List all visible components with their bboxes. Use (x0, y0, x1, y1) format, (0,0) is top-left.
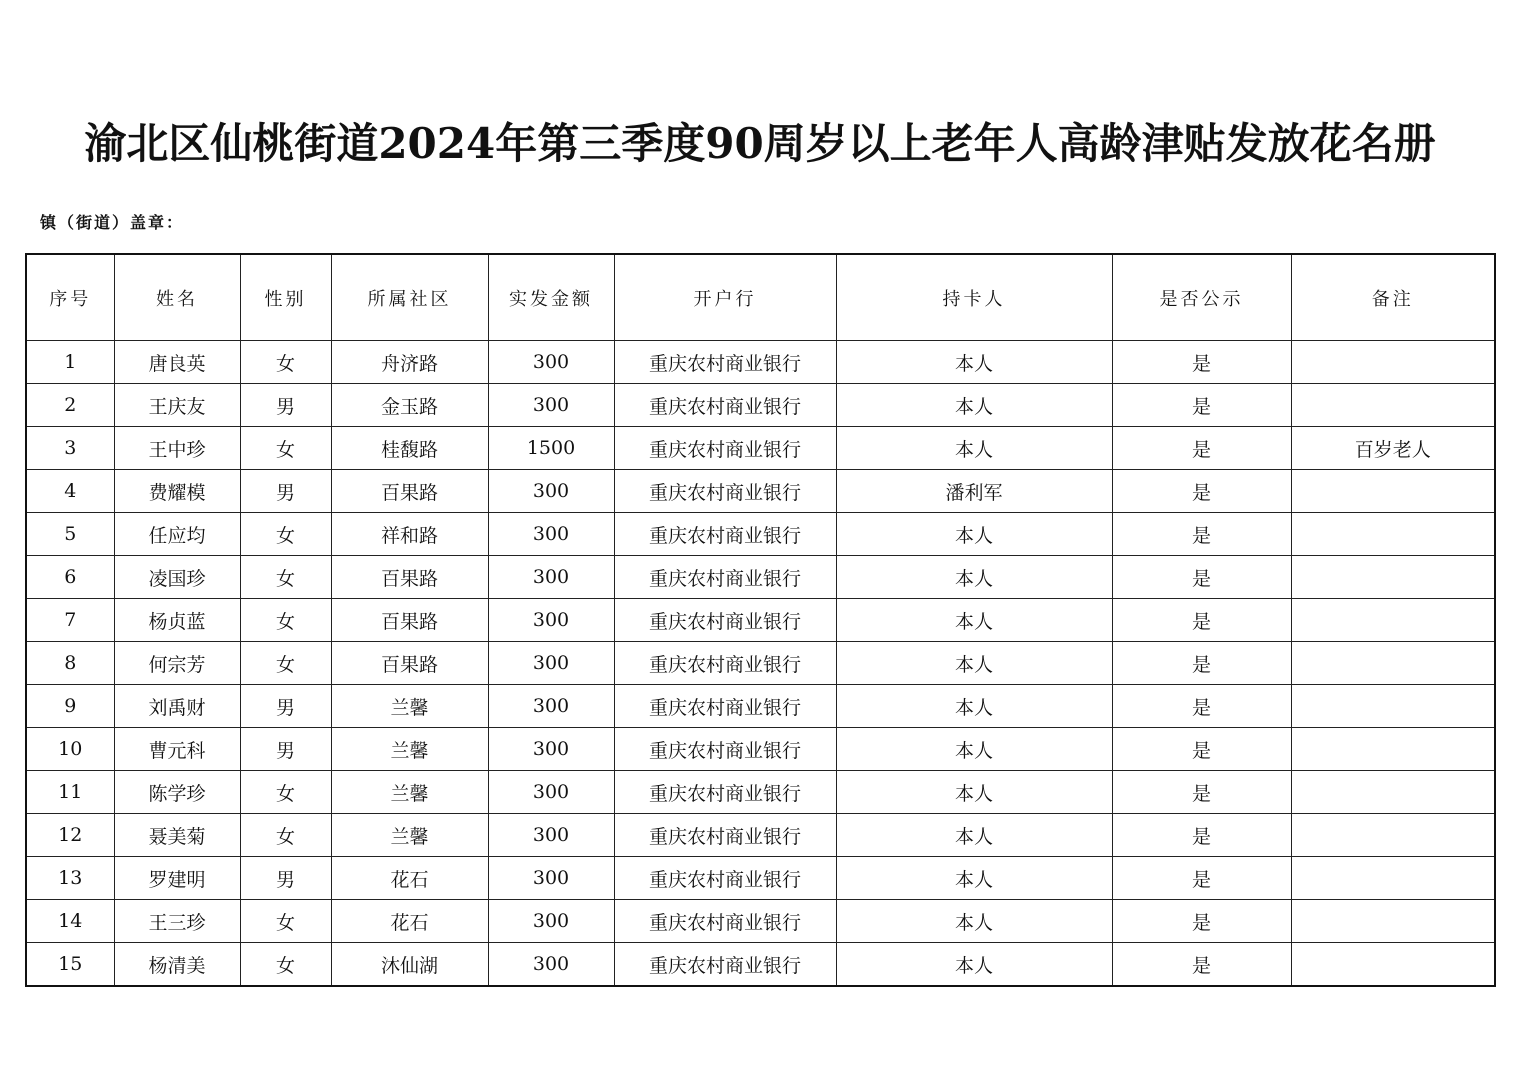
cell-amount: 300 (488, 599, 614, 642)
cell-bank: 重庆农村商业银行 (614, 728, 836, 771)
cell-cardholder: 本人 (836, 900, 1112, 943)
cell-cardholder: 本人 (836, 513, 1112, 556)
cell-community: 祥和路 (331, 513, 488, 556)
cell-gender: 男 (240, 857, 331, 900)
cell-remarks (1291, 384, 1495, 427)
cell-bank: 重庆农村商业银行 (614, 642, 836, 685)
cell-publicized: 是 (1112, 384, 1291, 427)
cell-name: 王庆友 (114, 384, 240, 427)
cell-community: 舟济路 (331, 341, 488, 384)
cell-community: 兰馨 (331, 685, 488, 728)
cell-index: 4 (26, 470, 114, 513)
cell-cardholder: 本人 (836, 642, 1112, 685)
cell-remarks (1291, 943, 1495, 987)
col-header-name: 姓名 (114, 254, 240, 341)
cell-publicized: 是 (1112, 556, 1291, 599)
cell-gender: 女 (240, 771, 331, 814)
cell-publicized: 是 (1112, 943, 1291, 987)
cell-index: 14 (26, 900, 114, 943)
cell-gender: 男 (240, 384, 331, 427)
col-header-amount: 实发金额 (488, 254, 614, 341)
cell-gender: 男 (240, 470, 331, 513)
cell-index: 11 (26, 771, 114, 814)
cell-bank: 重庆农村商业银行 (614, 513, 836, 556)
cell-community: 花石 (331, 900, 488, 943)
cell-index: 10 (26, 728, 114, 771)
cell-index: 15 (26, 943, 114, 987)
table-row (26, 513, 1495, 556)
cell-amount: 300 (488, 857, 614, 900)
cell-cardholder: 本人 (836, 384, 1112, 427)
cell-index: 7 (26, 599, 114, 642)
cell-remarks (1291, 857, 1495, 900)
table-row (26, 685, 1495, 728)
cell-amount: 300 (488, 556, 614, 599)
cell-index: 13 (26, 857, 114, 900)
cell-community: 兰馨 (331, 728, 488, 771)
col-header-community: 所属社区 (331, 254, 488, 341)
cell-bank: 重庆农村商业银行 (614, 556, 836, 599)
cell-amount: 300 (488, 728, 614, 771)
cell-index: 9 (26, 685, 114, 728)
cell-amount: 300 (488, 900, 614, 943)
table-row (26, 341, 1495, 384)
cell-cardholder: 本人 (836, 814, 1112, 857)
cell-bank: 重庆农村商业银行 (614, 384, 836, 427)
cell-remarks (1291, 599, 1495, 642)
cell-publicized: 是 (1112, 814, 1291, 857)
col-header-gender: 性别 (240, 254, 331, 341)
cell-amount: 300 (488, 341, 614, 384)
cell-cardholder: 本人 (836, 857, 1112, 900)
col-header-cardholder: 持卡人 (836, 254, 1112, 341)
cell-bank: 重庆农村商业银行 (614, 470, 836, 513)
cell-cardholder: 本人 (836, 771, 1112, 814)
cell-cardholder: 本人 (836, 728, 1112, 771)
cell-cardholder: 本人 (836, 341, 1112, 384)
table-row (26, 642, 1495, 685)
cell-name: 陈学珍 (114, 771, 240, 814)
cell-publicized: 是 (1112, 599, 1291, 642)
cell-index: 3 (26, 427, 114, 470)
cell-community: 沐仙湖 (331, 943, 488, 987)
cell-publicized: 是 (1112, 857, 1291, 900)
table-row (26, 556, 1495, 599)
table-row (26, 728, 1495, 771)
cell-bank: 重庆农村商业银行 (614, 771, 836, 814)
cell-amount: 300 (488, 513, 614, 556)
cell-remarks (1291, 341, 1495, 384)
cell-name: 费耀模 (114, 470, 240, 513)
cell-community: 花石 (331, 857, 488, 900)
col-header-remarks: 备注 (1291, 254, 1495, 341)
col-header-bank: 开户行 (614, 254, 836, 341)
cell-publicized: 是 (1112, 685, 1291, 728)
cell-bank: 重庆农村商业银行 (614, 814, 836, 857)
cell-community: 百果路 (331, 642, 488, 685)
table-row (26, 900, 1495, 943)
cell-bank: 重庆农村商业银行 (614, 685, 836, 728)
cell-gender: 女 (240, 943, 331, 987)
cell-name: 凌国珍 (114, 556, 240, 599)
cell-amount: 300 (488, 814, 614, 857)
cell-name: 何宗芳 (114, 642, 240, 685)
cell-remarks (1291, 728, 1495, 771)
table-row (26, 599, 1495, 642)
table-row (26, 427, 1495, 470)
cell-community: 兰馨 (331, 771, 488, 814)
cell-index: 8 (26, 642, 114, 685)
cell-community: 桂馥路 (331, 427, 488, 470)
cell-amount: 300 (488, 384, 614, 427)
cell-index: 6 (26, 556, 114, 599)
cell-gender: 女 (240, 513, 331, 556)
cell-publicized: 是 (1112, 513, 1291, 556)
cell-bank: 重庆农村商业银行 (614, 900, 836, 943)
cell-community: 金玉路 (331, 384, 488, 427)
cell-gender: 女 (240, 427, 331, 470)
document-title: 渝北区仙桃街道2024年第三季度90周岁以上老年人高龄津贴发放花名册 (84, 119, 1436, 168)
cell-amount: 300 (488, 642, 614, 685)
cell-gender: 女 (240, 900, 331, 943)
cell-index: 2 (26, 384, 114, 427)
cell-remarks (1291, 771, 1495, 814)
cell-remarks (1291, 685, 1495, 728)
table-row (26, 857, 1495, 900)
cell-publicized: 是 (1112, 427, 1291, 470)
cell-gender: 男 (240, 728, 331, 771)
cell-name: 刘禹财 (114, 685, 240, 728)
cell-name: 聂美菊 (114, 814, 240, 857)
table-row (26, 384, 1495, 427)
cell-publicized: 是 (1112, 470, 1291, 513)
cell-cardholder: 本人 (836, 599, 1112, 642)
cell-bank: 重庆农村商业银行 (614, 341, 836, 384)
cell-remarks: 百岁老人 (1291, 427, 1495, 470)
cell-remarks (1291, 470, 1495, 513)
col-header-index: 序号 (26, 254, 114, 341)
cell-gender: 女 (240, 814, 331, 857)
cell-publicized: 是 (1112, 771, 1291, 814)
cell-cardholder: 本人 (836, 556, 1112, 599)
cell-community: 百果路 (331, 599, 488, 642)
cell-name: 王中珍 (114, 427, 240, 470)
subsidy-roster-table (25, 253, 1496, 987)
cell-name: 杨清美 (114, 943, 240, 987)
cell-name: 任应均 (114, 513, 240, 556)
cell-name: 曹元科 (114, 728, 240, 771)
cell-amount: 300 (488, 943, 614, 987)
table-row (26, 814, 1495, 857)
cell-community: 百果路 (331, 556, 488, 599)
cell-cardholder: 本人 (836, 943, 1112, 987)
cell-publicized: 是 (1112, 900, 1291, 943)
cell-remarks (1291, 814, 1495, 857)
cell-bank: 重庆农村商业银行 (614, 427, 836, 470)
cell-publicized: 是 (1112, 642, 1291, 685)
cell-amount: 300 (488, 771, 614, 814)
cell-gender: 女 (240, 599, 331, 642)
cell-gender: 男 (240, 685, 331, 728)
cell-name: 罗建明 (114, 857, 240, 900)
table-row (26, 943, 1495, 987)
cell-name: 杨贞蓝 (114, 599, 240, 642)
cell-index: 12 (26, 814, 114, 857)
cell-remarks (1291, 642, 1495, 685)
cell-name: 唐良英 (114, 341, 240, 384)
col-header-publicized: 是否公示 (1112, 254, 1291, 341)
cell-remarks (1291, 900, 1495, 943)
cell-index: 5 (26, 513, 114, 556)
cell-community: 兰馨 (331, 814, 488, 857)
table-row (26, 771, 1495, 814)
cell-name: 王三珍 (114, 900, 240, 943)
cell-amount: 1500 (488, 427, 614, 470)
cell-community: 百果路 (331, 470, 488, 513)
cell-index: 1 (26, 341, 114, 384)
table-row (26, 470, 1495, 513)
cell-gender: 女 (240, 341, 331, 384)
cell-publicized: 是 (1112, 728, 1291, 771)
cell-publicized: 是 (1112, 341, 1291, 384)
cell-remarks (1291, 556, 1495, 599)
cell-cardholder: 本人 (836, 685, 1112, 728)
cell-bank: 重庆农村商业银行 (614, 943, 836, 987)
cell-cardholder: 潘利军 (836, 470, 1112, 513)
seal-label: 镇（街道）盖章： (40, 213, 185, 232)
table-header-row (26, 254, 1495, 341)
cell-gender: 女 (240, 556, 331, 599)
cell-amount: 300 (488, 685, 614, 728)
cell-cardholder: 本人 (836, 427, 1112, 470)
cell-bank: 重庆农村商业银行 (614, 599, 836, 642)
cell-bank: 重庆农村商业银行 (614, 857, 836, 900)
cell-amount: 300 (488, 470, 614, 513)
table-body (26, 341, 1495, 987)
cell-gender: 女 (240, 642, 331, 685)
cell-remarks (1291, 513, 1495, 556)
